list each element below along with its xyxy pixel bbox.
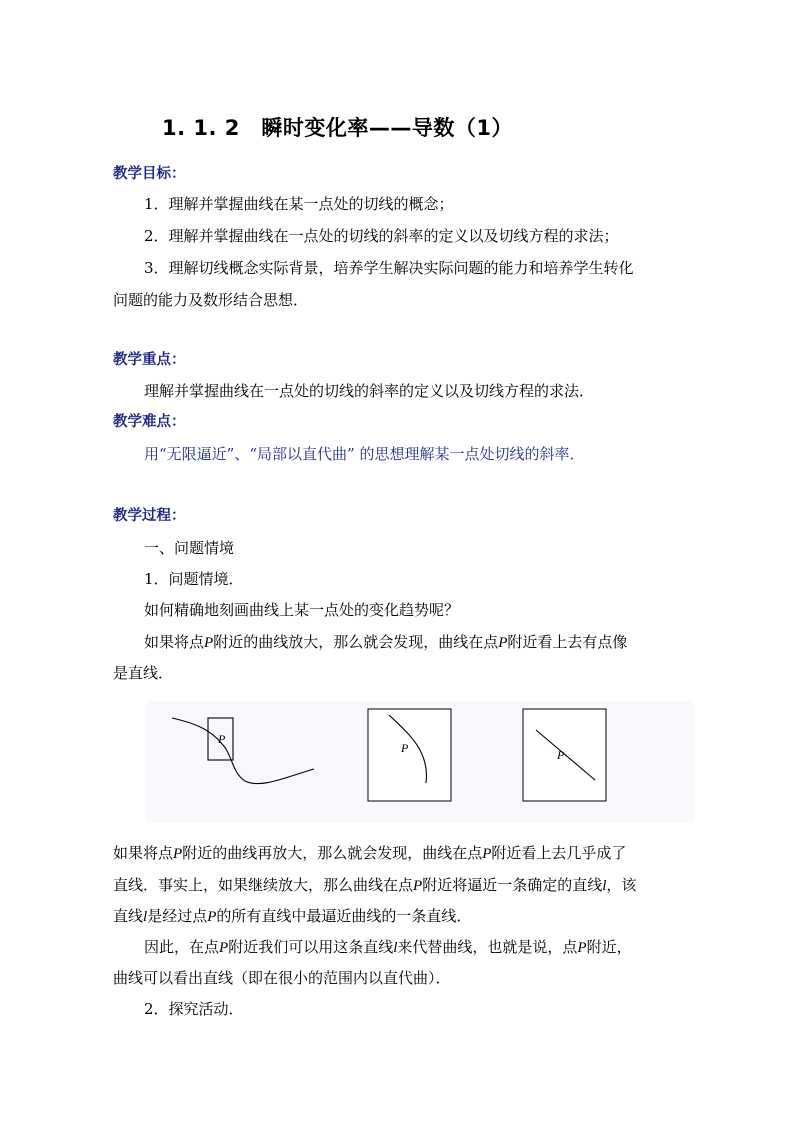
page-title: 1. 1. 2 瞬时变化率——导数（1） (162, 116, 514, 140)
objective-item-3: 3．理解切线概念实际背景，培养学生解决实际问题的能力和培养学生转化 (144, 259, 634, 277)
difficulties-text: 用“无限逼近”、“局部以直代曲” 的思想理解某一点处切线的斜率． (144, 445, 585, 463)
panel-3-frame (523, 709, 606, 801)
difficulties-heading: 教学难点： (113, 414, 186, 430)
key-points-heading: 教学重点： (113, 352, 186, 368)
panel-2-frame (368, 709, 451, 801)
process-heading: 教学过程： (113, 508, 186, 524)
paragraph-3-line-1: 因此，在点P附近我们可以用这条直线l来代替曲线，也就是说，点P附近， (144, 938, 632, 956)
question-text: 如何精确地刻画曲线上某一点处的变化趋势呢？ (144, 601, 460, 619)
objective-item-1: 1．理解并掌握曲线在某一点处的切线的概念； (144, 195, 454, 213)
panel-1-point-label: P (218, 732, 226, 746)
zoom-figure (146, 701, 694, 823)
objective-item-3-cont: 问题的能力及数形结合思想． (113, 291, 309, 309)
objective-item-2: 2．理解并掌握曲线在一点处的切线的斜率的定义以及切线方程的求法； (144, 227, 619, 245)
paragraph-2-line-3: 直线l是经过点P的所有直线中最逼近曲线的一条直线． (113, 907, 472, 925)
paragraph-2-line-2: 直线．事实上，如果继续放大，那么曲线在点P附近将逼近一条确定的直线l，该 (113, 876, 637, 894)
paragraph-3-line-2: 曲线可以看出直线（即在很小的范围内以直代曲）． (113, 969, 451, 987)
section-1-title: 一、问题情境 (144, 539, 235, 557)
subsection-2-title: 2．探究活动． (144, 1000, 244, 1018)
panel-3-point-label: P (557, 748, 565, 762)
objectives-heading: 教学目标： (113, 166, 186, 182)
paragraph-1-line-2: 是直线． (113, 664, 174, 682)
paragraph-2-line-1: 如果将点P附近的曲线再放大，那么就会发现，曲线在点P附近看上去几乎成了 (113, 844, 627, 862)
key-points-text: 理解并掌握曲线在一点处的切线的斜率的定义以及切线方程的求法． (144, 382, 595, 400)
subsection-1-title: 1．问题情境． (144, 570, 244, 588)
panel-2-point-label: P (401, 741, 409, 755)
paragraph-1-line-1: 如果将点P附近的曲线放大，那么就会发现，曲线在点P附近看上去有点像 (144, 633, 628, 651)
